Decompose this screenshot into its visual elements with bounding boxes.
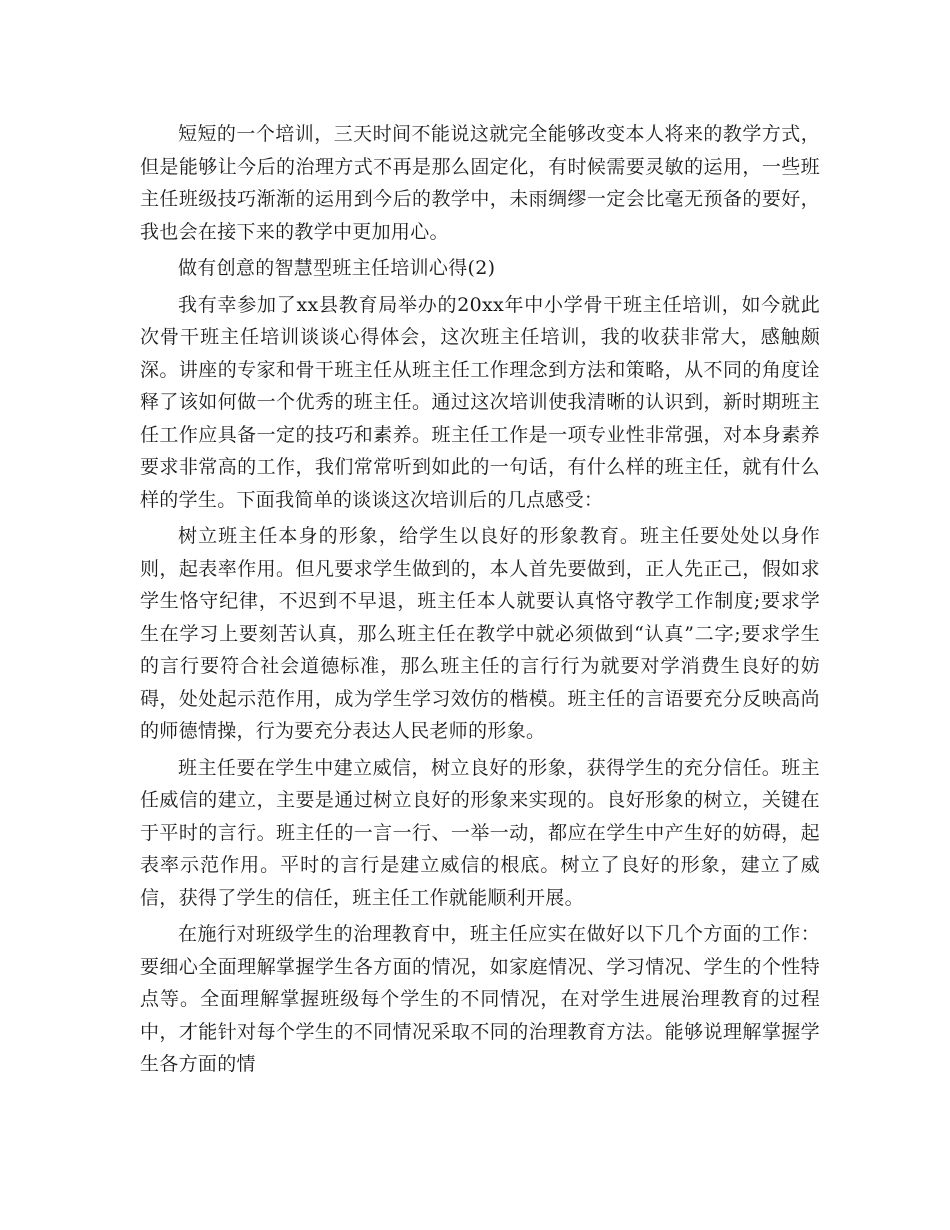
section-heading: 做有创意的智慧型班主任培训心得(2)	[178, 257, 496, 279]
paragraph-prestige: 班主任要在学生中建立威信，树立良好的形象，获得学生的充分信任。班主任威信的建立，主要是通过树立良好的形象来实现的。良好形象的树立，关键在于平时的言行。班主任的一言一行、一举一动，都应在学生中产生好的妨碍，起表率示范作用。平时的言行是建立威信的根底。树立了良好的形象，建立了威信，获得了学生的信任，班主任工作就能顺利开展。	[140, 756, 820, 909]
document-body	[140, 118, 820, 1085]
paragraph-image: 树立班主任本身的形象，给学生以良好的形象教育。班主任要处处以身作则，起表率作用。但凡要求学生做到的，本人首先要做到，正人先正己，假如求学生恪守纪律，不迟到不早退，班主任本人就要认真恪守教学工作制度;要求学生在学习上要刻苦认真，那么班主任在教学中就必须做到“认真”二字;要求学生的言行要符合社会道德标准，那么班主任的言行行为就要对学消费生良好的妨碍，处处起示范作用，成为学生学习效仿的楷模。班主任的言语要充分反映高尚的师德情操，行为要充分表达人民老师的形象。	[140, 525, 820, 742]
paragraph-management: 在施行对班级学生的治理教育中，班主任应实在做好以下几个方面的工作：要细心全面理解掌握学生各方面的情况，如家庭情况、学习情况、学生的个性特点等。全面理解掌握班级每个学生的不同情况，在对学生进展治理教育的过程中，才能针对每个学生的不同情况采取不同的治理教育方法。能够说理解掌握学生各方面的情	[140, 923, 820, 1075]
paragraph-training: 我有幸参加了xx县教育局举办的20xx年中小学骨干班主任培训，如今就此次骨干班主任培训谈谈心得体会，这次班主任培训，我的收获非常大，感触颇深。讲座的专家和骨干班主任从班主任工作理念到方法和策略，从不同的角度诠释了该如何做一个优秀的班主任。通过这次培训使我清晰的认识到，新时期班主任工作应具备一定的技巧和素养。班主任工作是一项专业性非常强，对本身素养要求非常高的工作，我们常常听到如此的一句话，有什么样的班主任，就有什么样的学生。下面我简单的谈谈这次培训后的几点感受：	[140, 293, 820, 511]
paragraph-intro: 短短的一个培训，三天时间不能说这就完全能够改变本人将来的教学方式，但是能够让今后的治理方式不再是那么固定化，有时候需要灵敏的运用，一些班主任班级技巧渐渐的运用到今后的教学中，未雨绸缪一定会比毫无预备的要好，我也会在接下来的教学中更加用心。	[140, 123, 820, 243]
